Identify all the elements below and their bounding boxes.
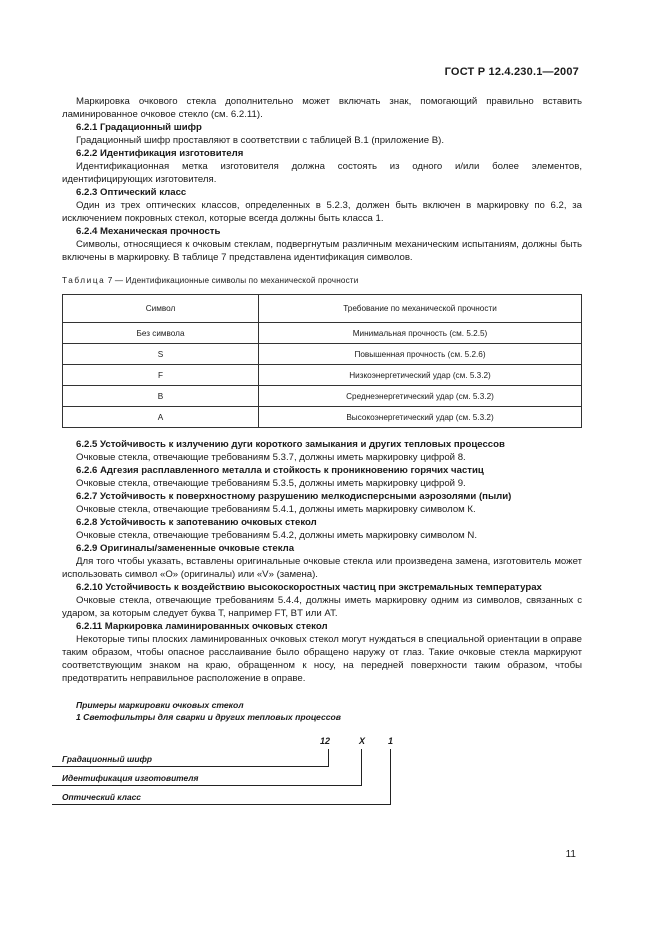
section-heading: 6.2.10 Устойчивость к воздействию высокоскоростных частиц при экстремальных температурах (76, 582, 542, 593)
label-grade: Градационный шифр (62, 754, 152, 764)
table-cell: B (63, 386, 259, 407)
sections-after-table (62, 438, 582, 685)
table-caption-prefix: Таблица (62, 276, 106, 285)
marking-diagram (62, 723, 582, 803)
table-caption-text: 7 — Идентификационные символы по механической прочности (107, 276, 359, 285)
table-cell: Минимальная прочность (см. 5.2.5) (259, 323, 582, 344)
table-header-cell: Требование по механической прочности (259, 295, 582, 323)
section-heading: 6.2.2 Идентификация изготовителя (76, 148, 244, 159)
section-body: Очковые стекла, отвечающие требованиям 5.4.1, должны иметь маркировку символом К. (76, 504, 476, 515)
page-number: 11 (565, 849, 576, 860)
section-body: Очковые стекла, отвечающие требованиям 5.4.2, должны иметь маркировку символом N. (76, 530, 478, 541)
section-heading: 6.2.1 Градационный шифр (76, 122, 202, 133)
section-heading: 6.2.11 Маркировка ламинированных очковых стекол (76, 621, 328, 632)
intro-paragraph: Маркировка очкового стекла дополнительно может включать знак, помогающий правильно вставить ламинированное очковое стекло (см. 6.2.11). (62, 96, 582, 120)
leader-line-grade-h (52, 766, 329, 767)
spacer (62, 428, 582, 438)
leader-line-optical-h (52, 804, 391, 805)
section-heading: 6.2.6 Адгезия расплавленного металла и стойкость к проникновению горячих частиц (76, 465, 484, 476)
table-row (63, 386, 582, 407)
label-optical-class: Оптический класс (62, 792, 141, 802)
section-body: Идентификационная метка изготовителя должна состоять из одного и/или более элементов, идентифицирующих изготовителя. (62, 161, 582, 185)
standard-code: ГОСТ Р 12.4.230.1—2007 (444, 66, 579, 78)
table-cell: Без символа (63, 323, 259, 344)
table-row (63, 344, 582, 365)
table-cell: Среднеэнергетический удар (см. 5.3.2) (259, 386, 582, 407)
code-optical-class: 1 (388, 736, 394, 746)
examples-subtitle: 1 Светофильтры для сварки и других тепловых процессов (76, 712, 341, 722)
table-header-cell: Символ (63, 295, 259, 323)
strength-symbols-table (62, 294, 582, 428)
leader-line-manufacturer-h (52, 785, 362, 786)
section-heading: 6.2.5 Устойчивость к излучению дуги короткого замыкания и других тепловых процессов (76, 439, 505, 450)
section-body: Один из трех оптических классов, определенных в 5.2.3, должен быть включен в маркировку по 6.2, за исключением покровных стекол, которые всегда должны быть класса 1. (62, 200, 582, 224)
section-heading: 6.2.9 Оригиналы/замененные очковые стекла (76, 543, 295, 554)
section-body: Некоторые типы плоских ламинированных очковых стекол могут нуждаться в специальной ориентации в оправе таким образом, чтобы опасное расслаивание было обращено наружу от глаз. Такие очковые стекла маркируют соответствующим знаком на краю, обращенном к носу, на передней поверхности таким образом, чтобы предотвратить неправильное расположение в оправе. (62, 634, 582, 684)
label-manufacturer: Идентификация изготовителя (62, 773, 199, 783)
leader-line-grade-v (328, 749, 329, 767)
section-heading: 6.2.3 Оптический класс (76, 187, 187, 198)
table-cell: F (63, 365, 259, 386)
page-content (62, 95, 582, 803)
section-body: Для того чтобы указать, вставлены оригинальные очковые стекла или произведена замена, изготовитель может использовать символ «О» (оригиналы) или «V» (замена). (62, 556, 582, 580)
table-cell: Повышенная прочность (см. 5.2.6) (259, 344, 582, 365)
section-body: Символы, относящиеся к очковым стеклам, подвергнутым различным механическим испытаниям, должны быть включены в маркировку. В таблице 7 представлена идентификация символов. (62, 239, 582, 263)
table-row (63, 323, 582, 344)
table-cell: A (63, 407, 259, 428)
sections-before-table (62, 121, 582, 264)
table-row (63, 365, 582, 386)
code-manufacturer: X (359, 736, 366, 746)
leader-line-optical-v (390, 749, 391, 805)
section-heading: 6.2.7 Устойчивость к поверхностному разрушению мелкодисперсными аэрозолями (пыли) (76, 491, 512, 502)
leader-line-manufacturer-v (361, 749, 362, 786)
section-body: Очковые стекла, отвечающие требованиям 5.3.5, должны иметь маркировку цифрой 9. (76, 478, 466, 489)
table-cell: Низкоэнергетический удар (см. 5.3.2) (259, 365, 582, 386)
section-body: Градационный шифр проставляют в соответствии с таблицей В.1 (приложение В). (76, 135, 445, 146)
code-grade: 12 (320, 736, 331, 746)
table-cell: S (63, 344, 259, 365)
section-heading: 6.2.8 Устойчивость к запотеванию очковых стекол (76, 517, 317, 528)
section-body: Очковые стекла, отвечающие требованиям 5.4.4, должны иметь маркировку одним из символов, связанных с ударом, за которым следует буква Т, например FT, BT или AT. (62, 595, 582, 619)
table-caption (62, 274, 582, 287)
table-header-row (63, 295, 582, 323)
examples-title: Примеры маркировки очковых стекол (76, 700, 244, 710)
section-heading: 6.2.4 Механическая прочность (76, 226, 221, 237)
table-row (63, 407, 582, 428)
section-body: Очковые стекла, отвечающие требованиям 5.3.7, должны иметь маркировку цифрой 8. (76, 452, 466, 463)
table-cell: Высокоэнергетический удар (см. 5.3.2) (259, 407, 582, 428)
